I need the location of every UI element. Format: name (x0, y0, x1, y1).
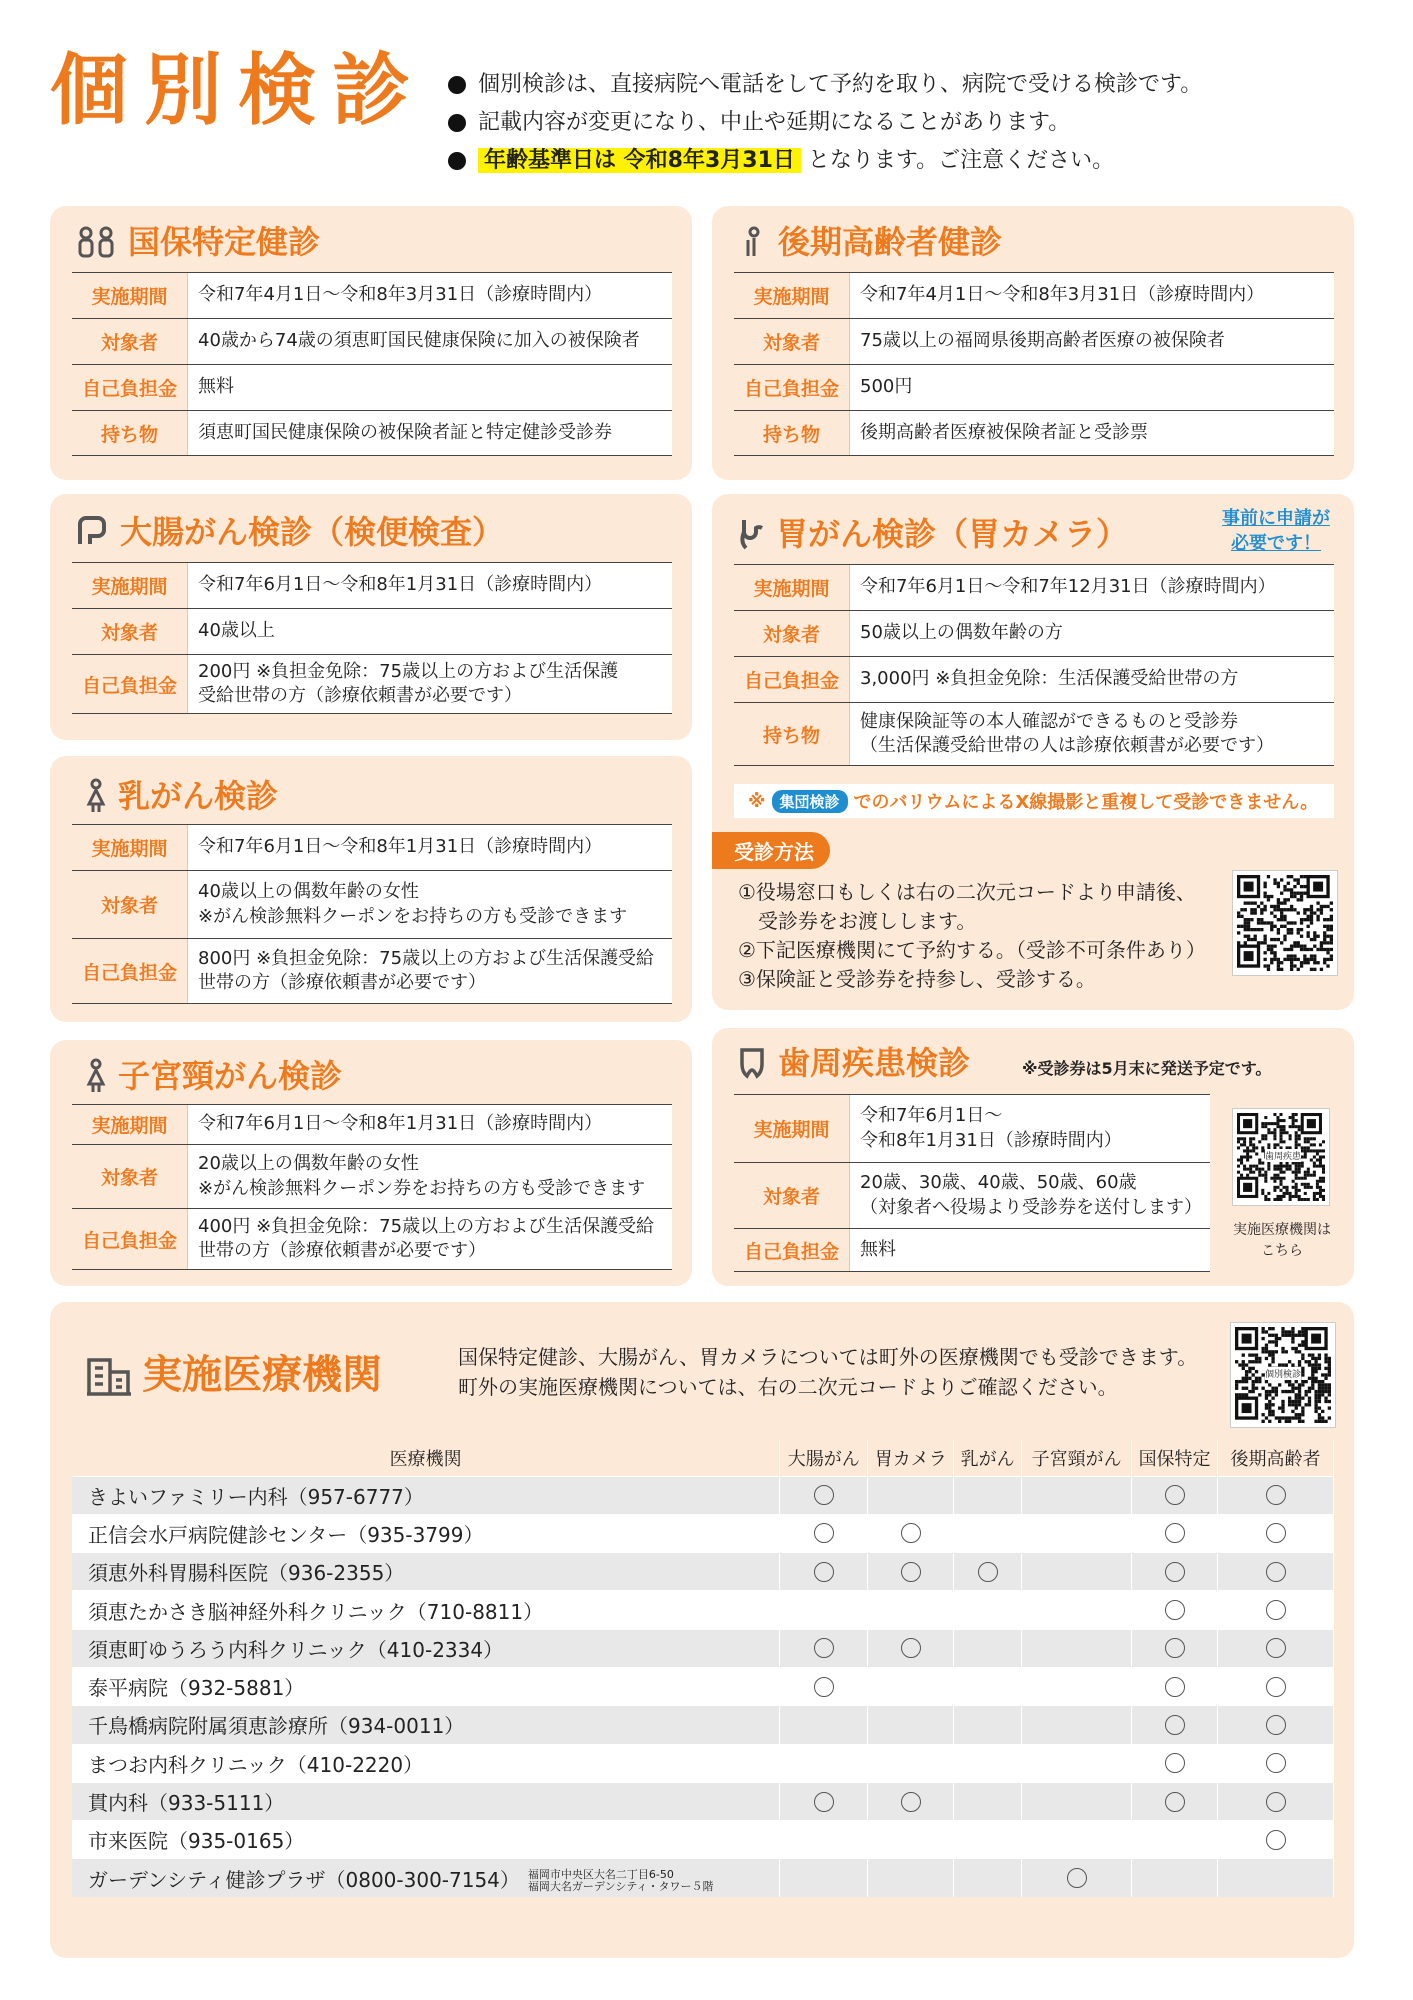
availability-cell (1132, 1859, 1218, 1897)
i-header (736, 516, 1128, 552)
table-row (72, 1667, 1334, 1705)
availability-cell (1132, 1744, 1218, 1782)
period-label: 実施期間 (734, 273, 850, 318)
availability-cell (780, 1706, 868, 1744)
period-value: 令和7年6月1日～ 令和8年1月31日（診療時間内） (860, 1105, 1122, 1151)
institutions-header (86, 1354, 382, 1396)
period-value: 令和7年6月1日～令和8年1月31日（診療時間内） (198, 836, 603, 858)
available-circle-icon (1266, 1753, 1286, 1773)
table-header-3: 乳がん (954, 1440, 1022, 1476)
availability-cell (1218, 1667, 1334, 1705)
availability-cell (868, 1706, 954, 1744)
institution-name: 須恵町ゆうろう内科クリニック（410-2334） (72, 1629, 780, 1667)
institution-name: ガーデンシティ健診プラザ（0800-300-7154） 福岡市中央区大名二丁目6-50 福岡大名ガーデンシティ・タワー５階 (72, 1859, 780, 1897)
cost-value: 800円 ※負担金免除：75歳以上の方および生活保護受給 世帯の方（診療依頼書が必要です） (198, 947, 655, 993)
table-row (72, 1591, 1334, 1629)
availability-cell (780, 1782, 868, 1820)
table-row (72, 1821, 1334, 1859)
how-to-label: 受診方法 (712, 832, 830, 869)
available-circle-icon (1266, 1677, 1286, 1697)
daicho-title: 大腸がん検診（検便検査） (120, 513, 505, 551)
available-circle-icon (1165, 1715, 1185, 1735)
target-value: 40歳から74歳の須恵町国民健康保険に加入の被保険者 (198, 330, 640, 352)
qr-caption: 個別検診 (1265, 1367, 1301, 1380)
target-label: 対象者 (734, 611, 850, 656)
availability-cell (1132, 1629, 1218, 1667)
duplicate-exam-note: ※ 集団検診 でのバリウムによるX線撮影と重複して受診できません。 (734, 784, 1334, 818)
period-value: 令和7年6月1日～令和8年1月31日（診療時間内） (198, 1113, 603, 1135)
target-value: 20歳、30歳、40歳、50歳、60歳 （対象者へ役場より受診券を送付します） (860, 1172, 1202, 1218)
cost-value: 200円 ※負担金免除：75歳以上の方および生活保護 受給世帯の方（診療依頼書が必要です） (198, 660, 619, 706)
available-circle-icon (1266, 1600, 1286, 1620)
steps-list (738, 878, 1206, 994)
available-circle-icon (814, 1638, 834, 1658)
qr-code-icon (1237, 875, 1333, 971)
availability-cell (868, 1591, 954, 1629)
available-circle-icon (1165, 1638, 1185, 1658)
availability-cell (1022, 1706, 1132, 1744)
availability-cell (1132, 1476, 1218, 1514)
period-label: 実施期間 (72, 273, 188, 318)
nyu-table (72, 824, 672, 1004)
availability-cell (954, 1553, 1022, 1591)
available-circle-icon (1165, 1753, 1185, 1773)
availability-cell (780, 1744, 868, 1782)
available-circle-icon (1067, 1868, 1087, 1888)
kokuho-panel (50, 206, 692, 480)
availability-cell (1022, 1859, 1132, 1897)
group-exam-chip: 集団検診 (772, 790, 848, 813)
shishu-panel (712, 1028, 1354, 1286)
shishu-qr-code[interactable] (1232, 1108, 1330, 1206)
period-label: 実施期間 (734, 565, 850, 610)
cost-value: 400円 ※負担金免除：75歳以上の方および生活保護受給 世帯の方（診療依頼書が必要です） (198, 1215, 655, 1261)
availability-cell (954, 1859, 1022, 1897)
available-circle-icon (978, 1562, 998, 1582)
shishu-ticket-note: ※受診券は5月末に発送予定です。 (1022, 1059, 1272, 1078)
availability-cell (1218, 1553, 1334, 1591)
page-title: 個別検診 (50, 46, 427, 136)
availability-cell (868, 1667, 954, 1705)
availability-cell (868, 1782, 954, 1820)
availability-cell (954, 1782, 1022, 1820)
available-circle-icon (1266, 1715, 1286, 1735)
cost-value: 無料 (198, 376, 234, 398)
institutions-description: 国保特定健診、大腸がん、胃カメラについては町外の医療機関でも受診できます。 町外の実施医療機関については、右の二次元コードよりご確認ください。 (458, 1345, 1198, 1399)
period-value: 令和7年6月1日～令和8年1月31日（診療時間内） (198, 574, 603, 596)
table-row (72, 1629, 1334, 1667)
availability-cell (780, 1591, 868, 1629)
period-value: 令和7年6月1日～令和7年12月31日（診療時間内） (860, 576, 1276, 598)
available-circle-icon (814, 1485, 834, 1505)
i-table (734, 564, 1334, 766)
institution-name: きよいファミリー内科（957-6777） (72, 1476, 780, 1514)
availability-cell (954, 1476, 1022, 1514)
table-row (72, 1553, 1334, 1591)
availability-cell (1132, 1821, 1218, 1859)
availability-cell (868, 1553, 954, 1591)
period-value: 令和7年4月1日～令和8年3月31日（診療時間内） (860, 284, 1265, 306)
nyu-title: 乳がん検診 (118, 777, 279, 815)
elderly-icon (736, 226, 768, 258)
institution-name: 泰平病院（932-5881） (72, 1667, 780, 1705)
institution-name: 貫内科（933-5111） (72, 1782, 780, 1820)
i-panel (712, 494, 1354, 1010)
availability-cell (1218, 1744, 1334, 1782)
available-circle-icon (1266, 1562, 1286, 1582)
availability-cell (1132, 1782, 1218, 1820)
cost-label: 自己負担金 (72, 939, 188, 1003)
institution-address: 福岡市中央区大名二丁目6-50 福岡大名ガーデンシティ・タワー５階 (527, 1868, 714, 1894)
target-value: 75歳以上の福岡県後期高齢者医療の被保険者 (860, 330, 1225, 352)
shikyu-panel (50, 1040, 692, 1286)
i-title: 胃がん検診（胃カメラ） (776, 515, 1129, 553)
availability-cell (954, 1667, 1022, 1705)
target-label: 対象者 (734, 319, 850, 364)
intestine-icon (74, 514, 110, 550)
cost-label: 自己負担金 (72, 1209, 188, 1269)
available-circle-icon (1165, 1677, 1185, 1697)
table-header-0: 医療機関 (72, 1440, 780, 1476)
availability-cell (1218, 1782, 1334, 1820)
cost-label: 自己負担金 (734, 657, 850, 702)
bullet-icon (448, 152, 466, 170)
available-circle-icon (1266, 1792, 1286, 1812)
period-label: 実施期間 (72, 825, 188, 870)
available-circle-icon (1165, 1485, 1185, 1505)
shishu-header (736, 1046, 970, 1080)
table-row (72, 1744, 1334, 1782)
kouki-header (736, 223, 1003, 261)
available-circle-icon (1266, 1638, 1286, 1658)
availability-cell (868, 1629, 954, 1667)
available-circle-icon (901, 1562, 921, 1582)
kouki-table (734, 272, 1334, 456)
availability-cell (868, 1859, 954, 1897)
availability-cell (1132, 1706, 1218, 1744)
availability-cell (780, 1629, 868, 1667)
shikyu-table (72, 1104, 672, 1270)
institutions-table (72, 1440, 1334, 1897)
institution-name: 須恵たかさき脳神経外科クリニック（710-8811） (72, 1591, 780, 1629)
availability-cell (780, 1667, 868, 1705)
available-circle-icon (1266, 1830, 1286, 1850)
availability-cell (1218, 1706, 1334, 1744)
institution-name: 市来医院（935-0165） (72, 1821, 780, 1859)
shikyu-header (84, 1058, 342, 1094)
availability-cell (1132, 1667, 1218, 1705)
availability-cell (1132, 1553, 1218, 1591)
kouki-panel (712, 206, 1354, 480)
woman-icon (84, 778, 108, 814)
items-label: 持ち物 (734, 703, 850, 765)
table-row (72, 1706, 1334, 1744)
qr-caption: 歯周疾患 (1265, 1149, 1301, 1162)
target-label: 対象者 (734, 1163, 850, 1228)
institutions-qr-code[interactable] (1230, 1322, 1336, 1428)
availability-cell (1218, 1476, 1334, 1514)
target-label: 対象者 (72, 871, 188, 938)
availability-cell (1022, 1514, 1132, 1552)
period-value: 令和7年4月1日～令和8年3月31日（診療時間内） (198, 284, 603, 306)
target-label: 対象者 (72, 1145, 188, 1208)
cost-value: 無料 (860, 1238, 896, 1260)
target-value: 20歳以上の偶数年齢の女性 ※がん検診無料クーポン券をお持ちの方も受診できます (198, 1153, 646, 1199)
pre-application-badge[interactable]: 事前に申請が 必要です！ (1222, 508, 1330, 555)
availability-cell (954, 1591, 1022, 1629)
availability-cell (780, 1514, 868, 1552)
step-item: ②下記医療機関にて予約する。（受診不可条件あり） (738, 938, 1206, 962)
target-label: 対象者 (72, 319, 188, 364)
availability-cell (868, 1514, 954, 1552)
availability-cell (1132, 1514, 1218, 1552)
daicho-header (74, 514, 504, 550)
cost-value: 3,000円 ※負担金免除：生活保護受給世帯の方 (860, 668, 1239, 690)
table-row (72, 1782, 1334, 1820)
availability-cell (780, 1553, 868, 1591)
step-item: 受診券をお渡しします。 (738, 909, 977, 933)
note-item (448, 142, 1202, 180)
availability-cell (1022, 1629, 1132, 1667)
woman-icon (84, 1058, 108, 1094)
cost-label: 自己負担金 (72, 365, 188, 410)
availability-cell (1022, 1591, 1132, 1629)
items-value: 須恵町国民健康保険の被保険者証と特定健診受診券 (198, 421, 612, 443)
availability-cell (954, 1706, 1022, 1744)
table-row (72, 1514, 1334, 1552)
table-row (72, 1476, 1334, 1514)
available-circle-icon (901, 1638, 921, 1658)
daicho-panel (50, 494, 692, 740)
available-circle-icon (1266, 1485, 1286, 1505)
table-row (72, 1859, 1334, 1897)
availability-cell (1022, 1782, 1132, 1820)
available-circle-icon (814, 1562, 834, 1582)
cost-label: 自己負担金 (734, 365, 850, 410)
availability-cell (1218, 1859, 1334, 1897)
shishu-table (734, 1094, 1210, 1272)
available-circle-icon (814, 1523, 834, 1543)
availability-cell (954, 1514, 1022, 1552)
items-label: 持ち物 (734, 411, 850, 455)
age-reference-highlight: 年齢基準日は 令和8年3月31日 (478, 148, 801, 173)
available-circle-icon (814, 1677, 834, 1697)
availability-cell (1218, 1629, 1334, 1667)
available-circle-icon (1165, 1792, 1185, 1812)
available-circle-icon (1165, 1600, 1185, 1620)
availability-cell (868, 1821, 954, 1859)
table-header-1: 大腸がん (780, 1440, 868, 1476)
institution-name: 千鳥橋病院附属須恵診療所（934-0011） (72, 1706, 780, 1744)
availability-cell (1132, 1591, 1218, 1629)
items-value: 後期高齢者医療被保険者証と受診票 (860, 421, 1148, 443)
availability-cell (1218, 1591, 1334, 1629)
note-text: 記載内容が変更になり、中止や延期になることがあります。 (478, 110, 1071, 135)
target-value: 50歳以上の偶数年齢の方 (860, 622, 1063, 644)
table-header-2: 胃カメラ (868, 1440, 954, 1476)
availability-cell (1022, 1553, 1132, 1591)
available-circle-icon (901, 1792, 921, 1812)
cost-label: 自己負担金 (72, 655, 188, 713)
step-item: ①役場窓口もしくは右の二次元コードより申請後、 (738, 880, 1196, 904)
availability-cell (954, 1744, 1022, 1782)
stomach-icon (736, 516, 766, 552)
kokuho-table (72, 272, 672, 456)
nyu-panel (50, 756, 692, 1022)
shishu-qr-caption: 実施医療機関は こちら (1233, 1222, 1331, 1259)
availability-cell (868, 1744, 954, 1782)
availability-cell (780, 1476, 868, 1514)
items-value: 健康保険証等の本人確認ができるものと受診券 （生活保護受給世帯の人は診療依頼書が必要です） (860, 710, 1274, 756)
available-circle-icon (1165, 1523, 1185, 1543)
availability-cell (1218, 1514, 1334, 1552)
shishu-title: 歯周疾患検診 (778, 1044, 971, 1082)
application-qr-code[interactable] (1232, 870, 1338, 976)
cost-value: 500円 (860, 376, 913, 398)
table-header-5: 国保特定 (1132, 1440, 1218, 1476)
items-label: 持ち物 (72, 411, 188, 455)
bullet-icon (448, 114, 466, 132)
target-value: 40歳以上の偶数年齢の女性 ※がん検診無料クーポンをお持ちの方も受診できます (198, 881, 628, 927)
availability-cell (1022, 1744, 1132, 1782)
kokuho-title: 国保特定健診 (128, 223, 321, 261)
target-label: 対象者 (72, 609, 188, 654)
availability-cell (1022, 1821, 1132, 1859)
building-icon (86, 1354, 132, 1396)
institutions-panel (50, 1302, 1354, 1958)
table-header-6: 後期高齢者 (1218, 1440, 1334, 1476)
available-circle-icon (901, 1523, 921, 1543)
kouki-title: 後期高齢者健診 (778, 223, 1003, 261)
note-item (448, 66, 1202, 104)
available-circle-icon (1165, 1562, 1185, 1582)
availability-cell (1022, 1476, 1132, 1514)
period-label: 実施期間 (72, 563, 188, 608)
step-item: ③保険証と受診券を持参し、受診する。 (738, 967, 1096, 991)
people-icon (74, 226, 118, 258)
institution-name: 須恵外科胃腸科医院（936-2355） (72, 1553, 780, 1591)
availability-cell (954, 1629, 1022, 1667)
availability-cell (1218, 1821, 1334, 1859)
daicho-table (72, 562, 672, 714)
shikyu-title: 子宮頸がん検診 (118, 1057, 343, 1095)
institution-name: 正信会水戸病院健診センター（935-3799） (72, 1514, 780, 1552)
availability-cell (780, 1821, 868, 1859)
available-circle-icon (814, 1792, 834, 1812)
availability-cell (780, 1859, 868, 1897)
period-label: 実施期間 (72, 1105, 188, 1144)
available-circle-icon (1266, 1523, 1286, 1543)
availability-cell (868, 1476, 954, 1514)
nyu-header (84, 778, 278, 814)
institution-name: まつお内科クリニック（410-2220） (72, 1744, 780, 1782)
intro-notes (448, 66, 1202, 180)
availability-cell (954, 1821, 1022, 1859)
kokuho-header (74, 223, 321, 261)
availability-cell (1022, 1667, 1132, 1705)
target-value: 40歳以上 (198, 620, 275, 642)
period-label: 実施期間 (734, 1095, 850, 1162)
note-text: となります。ご注意ください。 (807, 148, 1115, 173)
note-item (448, 104, 1202, 142)
bullet-icon (448, 76, 466, 94)
tooth-icon (736, 1046, 768, 1080)
institutions-title: 実施医療機関 (142, 1352, 382, 1398)
table-header-4: 子宮頸がん (1022, 1440, 1132, 1476)
note-text: 個別検診は、直接病院へ電話をして予約を取り、病院で受ける検診です。 (478, 72, 1203, 97)
cost-label: 自己負担金 (734, 1229, 850, 1271)
